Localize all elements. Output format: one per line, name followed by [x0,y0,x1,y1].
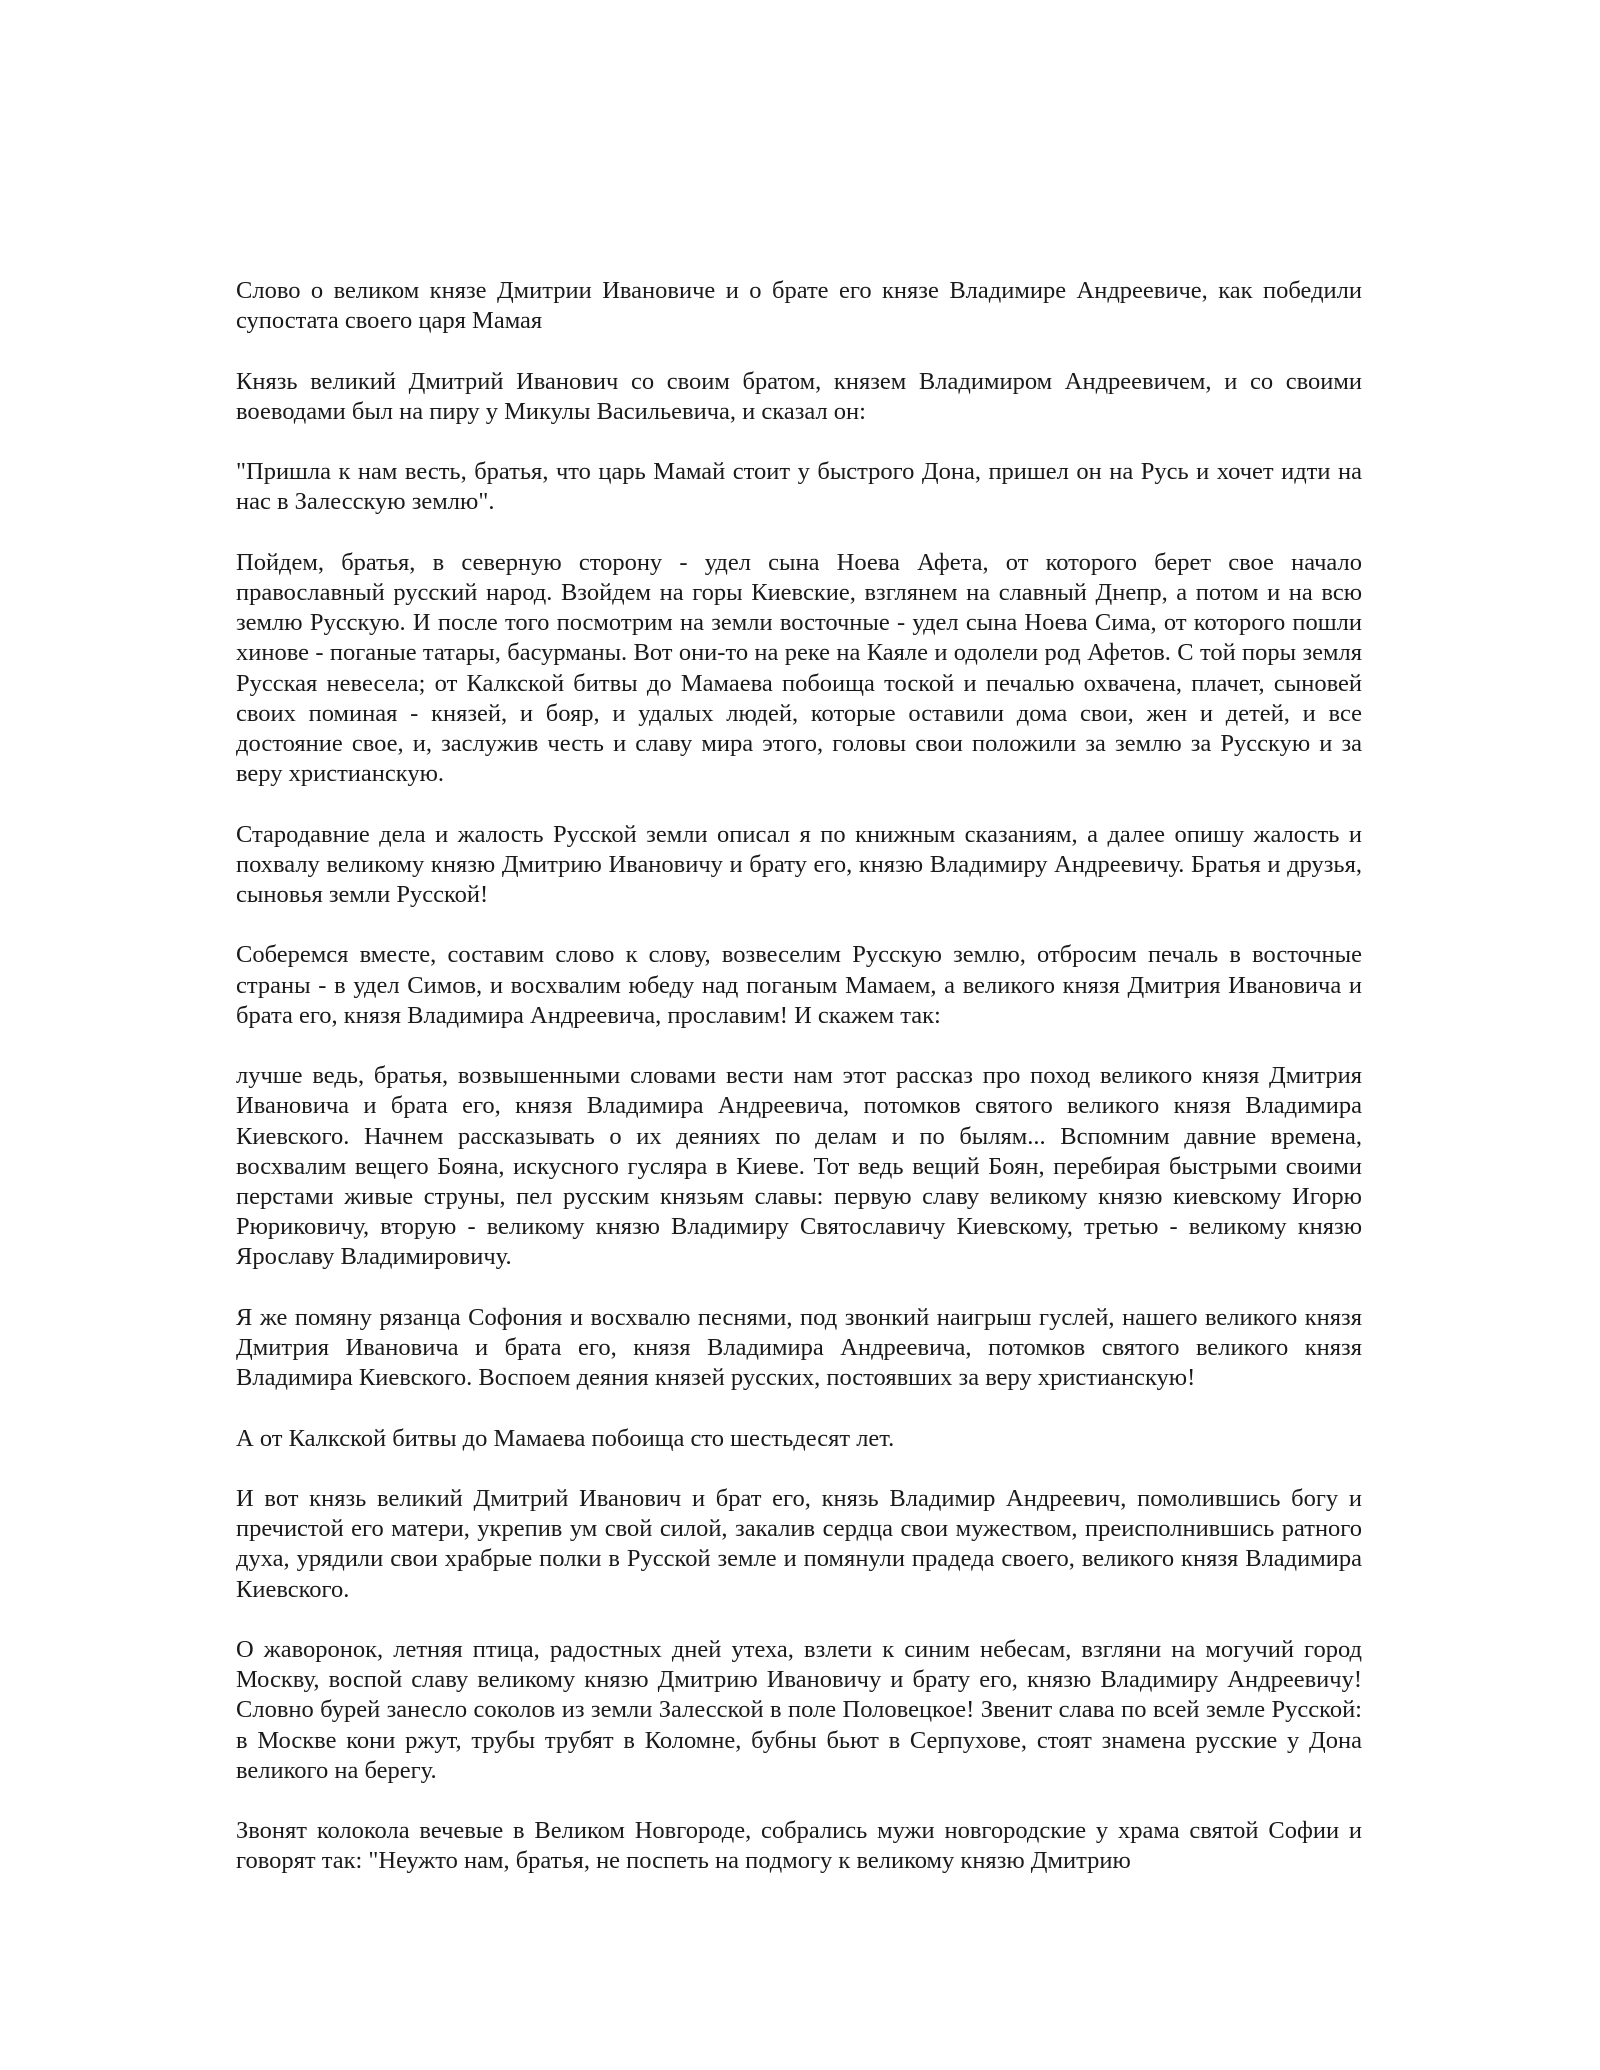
paragraph: лучше ведь, братья, возвышенными словами вести нам этот рассказ про поход великого князя Дмитрия Ивановича и брата его, князя Владимира Андреевича, потомков святого великого князя Владимира Киевского. Начнем рассказывать о их деяниях по делам и по былям... Вспомним давние времена, восхвалим вещего Бояна, искусного гусляра в Киеве. Тот ведь вещий Боян, перебирая быстрыми своими перстами живые струны, пел русским князьям славы: первую славу великому князю киевскому Игорю Рюриковичу, вторую - великому князю Владимиру Святославичу Киевскому, третью - великому князю Ярославу Владимировичу. [236,1062,1362,1271]
paragraph-title: Слово о великом князе Дмитрии Ивановиче и о брате его князе Владимире Андреевиче, как победили супостата своего царя Мамая [236,277,1362,335]
document-body [236,276,1362,1877]
paragraph: О жаворонок, летняя птица, радостных дней утеха, взлети к синим небесам, взгляни на могучий город Москву, воспой славу великому князю Дмитрию Ивановичу и брату его, князю Владимиру Андреевичу! Словно бурей занесло соколов из земли Залесской в поле Половецкое! Звенит слава по всей земле Русской: в Москве кони ржут, трубы трубят в Коломне, бубны бьют в Серпухове, стоят знамена русские у Дона великого на берегу. [236,1635,1362,1784]
paragraph: Звонят колокола вечевые в Великом Новгороде, собрались мужи новгородские у храма святой Софии и говорят так: "Неужто нам, братья, не поспеть на подмогу к великому князю Дмитрию [236,1817,1362,1875]
paragraph: Князь великий Дмитрий Иванович со своим братом, князем Владимиром Андреевичем, и со своими воеводами был на пиру у Микулы Васильевича, и сказал он: [236,367,1362,425]
paragraph: Я же помяну рязанца Софония и восхвалю песнями, под звонкий наигрыш гуслей, нашего великого князя Дмитрия Ивановича и брата его, князя Владимира Андреевича, потомков святого великого князя Владимира Киевского. Воспоем деяния князей русских, постоявших за веру христианскую! [236,1303,1362,1392]
paragraph: Пойдем, братья, в северную сторону - удел сына Ноева Афета, от которого берет свое начало православный русский народ. Взойдем на горы Киевские, взглянем на славный Днепр, а потом и на всю землю Русскую. И после того посмотрим на земли восточные - удел сына Ноева Сима, от которого пошли хинове - поганые татары, басурманы. Вот они-то на реке на Каяле и одолели род Афетов. С той поры земля Русская невесела; от Калкской битвы до Мамаева побоища тоской и печалью охвачена, плачет, сыновей своих поминая - князей, и бояр, и удалых людей, которые оставили дома свои, жен и детей, и все достояние свое, и, заслужив честь и славу мира этого, головы свои положили за землю за Русскую и за веру христианскую. [236,548,1362,788]
paragraph: И вот князь великий Дмитрий Иванович и брат его, князь Владимир Андреевич, помолившись богу и пречистой его матери, укрепив ум свой силой, закалив сердца свои мужеством, преисполнившись ратного духа, урядили свои храбрые полки в Русской земле и помянули прадеда своего, великого князя Владимира Киевского. [236,1484,1362,1603]
paragraph: А от Калкской битвы до Мамаева побоища сто шестьдесят лет. [236,1424,895,1452]
paragraph: Соберемся вместе, составим слово к слову, возвеселим Русскую землю, отбросим печаль в восточные страны - в удел Симов, и восхвалим юбеду над поганым Мамаем, а великого князя Дмитрия Ивановича и брата его, князя Владимира Андреевича, прославим! И скажем так: [236,941,1362,1029]
paragraph: "Пришла к нам весть, братья, что царь Мамай стоит у быстрого Дона, пришел он на Русь и хочет идти на нас в Залесскую землю". [236,458,1362,516]
paragraph: Стародавние дела и жалость Русской земли описал я по книжным сказаниям, а далее опишу жалость и похвалу великому князю Дмитрию Ивановичу и брату его, князю Владимиру Андреевичу. Братья и друзья, сыновья земли Русской! [236,820,1362,908]
